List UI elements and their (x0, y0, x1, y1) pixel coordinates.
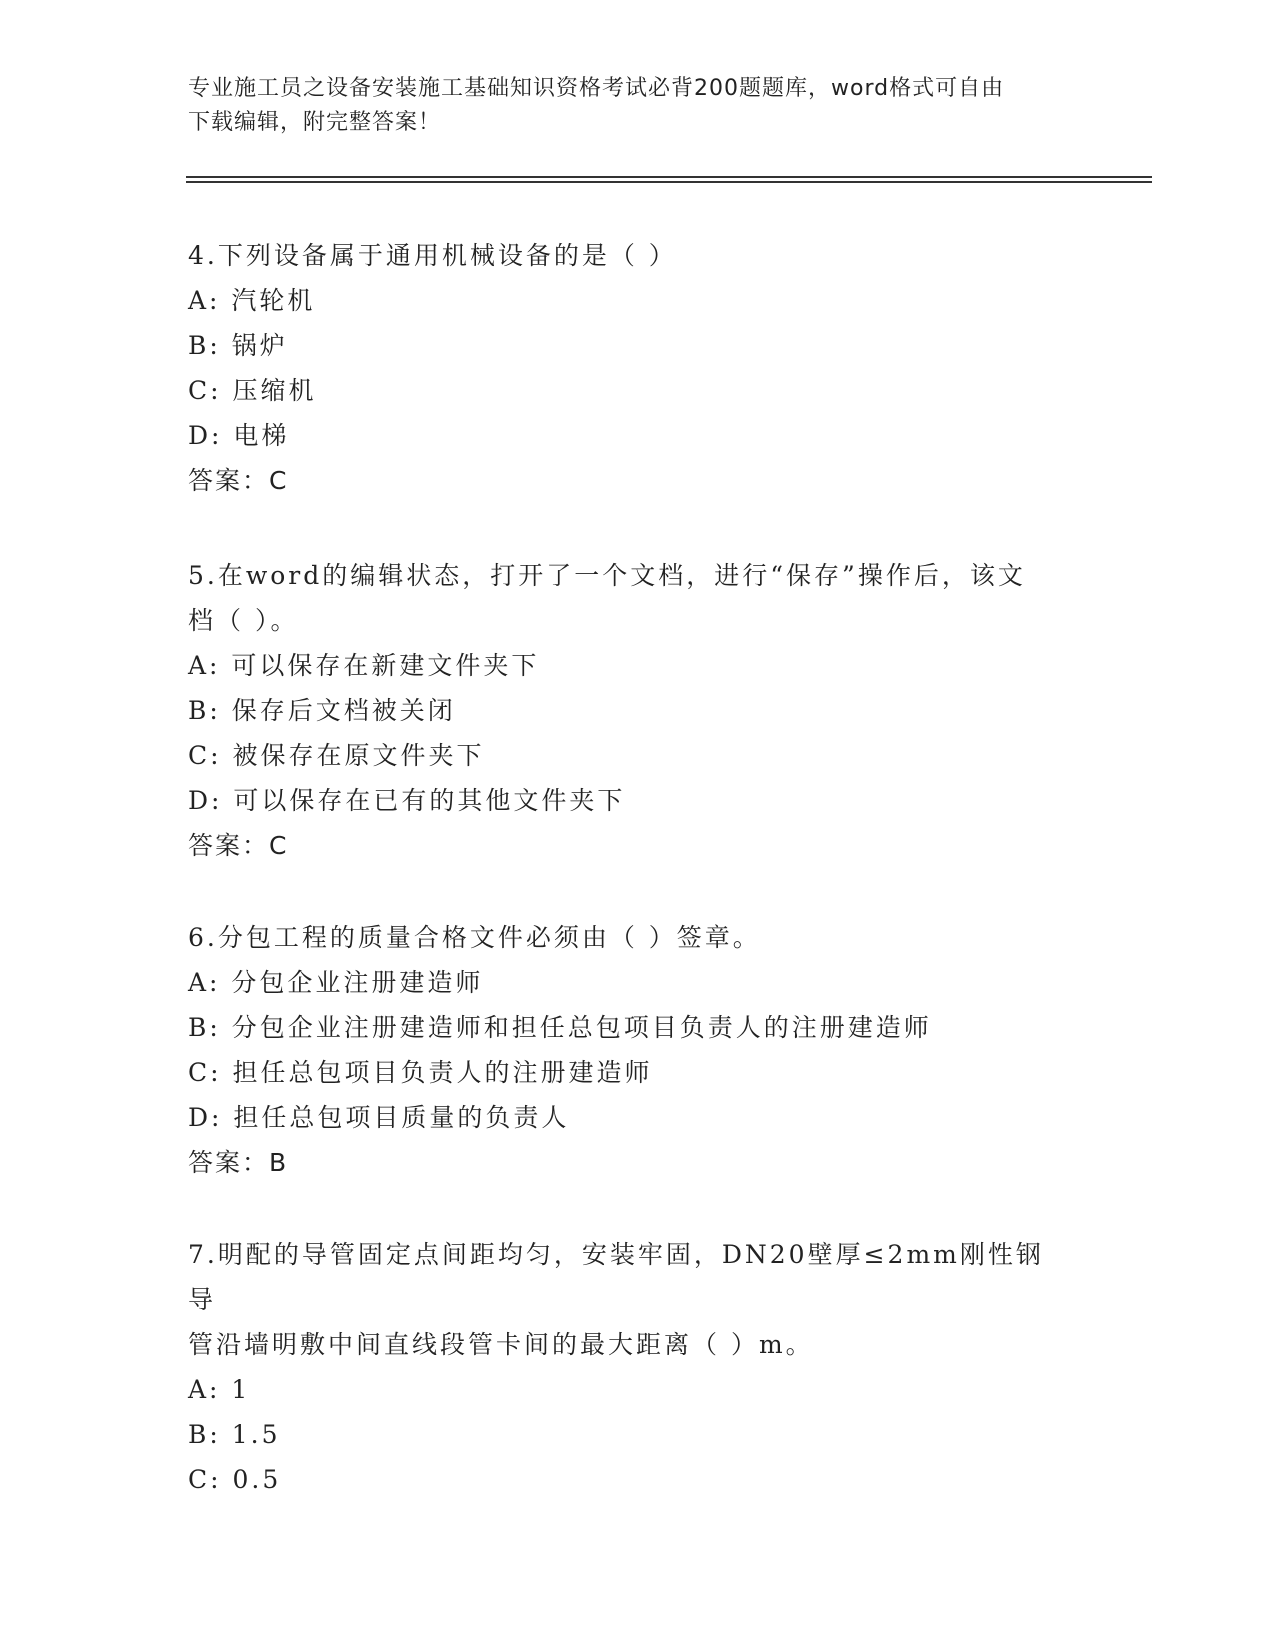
option-b: B: 保存后文档被关闭 (188, 696, 456, 725)
question-5 (188, 553, 1068, 868)
option-c: C: 担任总包项目负责人的注册建造师 (188, 1058, 653, 1087)
answer-line: 答案：B (188, 1148, 289, 1177)
option-a: A: 可以保存在新建文件夹下 (188, 651, 540, 680)
answer-line: 答案：C (188, 831, 289, 860)
question-7 (188, 1232, 1068, 1502)
option-a: A: 分包企业注册建造师 (188, 968, 484, 997)
question-stem: 7.明配的导管固定点间距均匀，安装牢固，DN20壁厚≤2mm刚性钢导 (188, 1240, 1044, 1314)
option-c: C: 被保存在原文件夹下 (188, 741, 485, 770)
option-d: D: 可以保存在已有的其他文件夹下 (188, 786, 626, 815)
header-line-2: 下载编辑，附完整答案！ (188, 110, 442, 135)
question-6 (188, 915, 1068, 1185)
question-stem-continued: 档（ ）。 (188, 606, 299, 635)
option-b: B: 锅炉 (188, 331, 288, 360)
header-divider-bottom (186, 181, 1152, 183)
document-header (188, 72, 1088, 140)
question-4 (188, 233, 1068, 503)
option-a: A: 1 (188, 1375, 251, 1404)
option-c: C: 压缩机 (188, 376, 317, 405)
question-stem-continued: 管沿墙明敷中间直线段管卡间的最大距离（ ）m。 (188, 1330, 814, 1359)
option-a: A: 汽轮机 (188, 286, 316, 315)
question-stem: 4.下列设备属于通用机械设备的是（ ） (188, 241, 677, 270)
option-b: B: 1.5 (188, 1420, 281, 1449)
header-divider-top (186, 176, 1152, 178)
answer-line: 答案：C (188, 466, 289, 495)
option-c: C: 0.5 (188, 1465, 282, 1494)
option-d: D: 担任总包项目质量的负责人 (188, 1103, 570, 1132)
question-stem: 5.在word的编辑状态，打开了一个文档，进行“保存”操作后，该文 (188, 561, 1026, 590)
question-stem: 6.分包工程的质量合格文件必须由（ ）签章。 (188, 923, 761, 952)
header-line-1: 专业施工员之设备安装施工基础知识资格考试必背200题题库，word格式可自由 (188, 76, 1005, 101)
option-d: D: 电梯 (188, 421, 290, 450)
option-b: B: 分包企业注册建造师和担任总包项目负责人的注册建造师 (188, 1013, 932, 1042)
